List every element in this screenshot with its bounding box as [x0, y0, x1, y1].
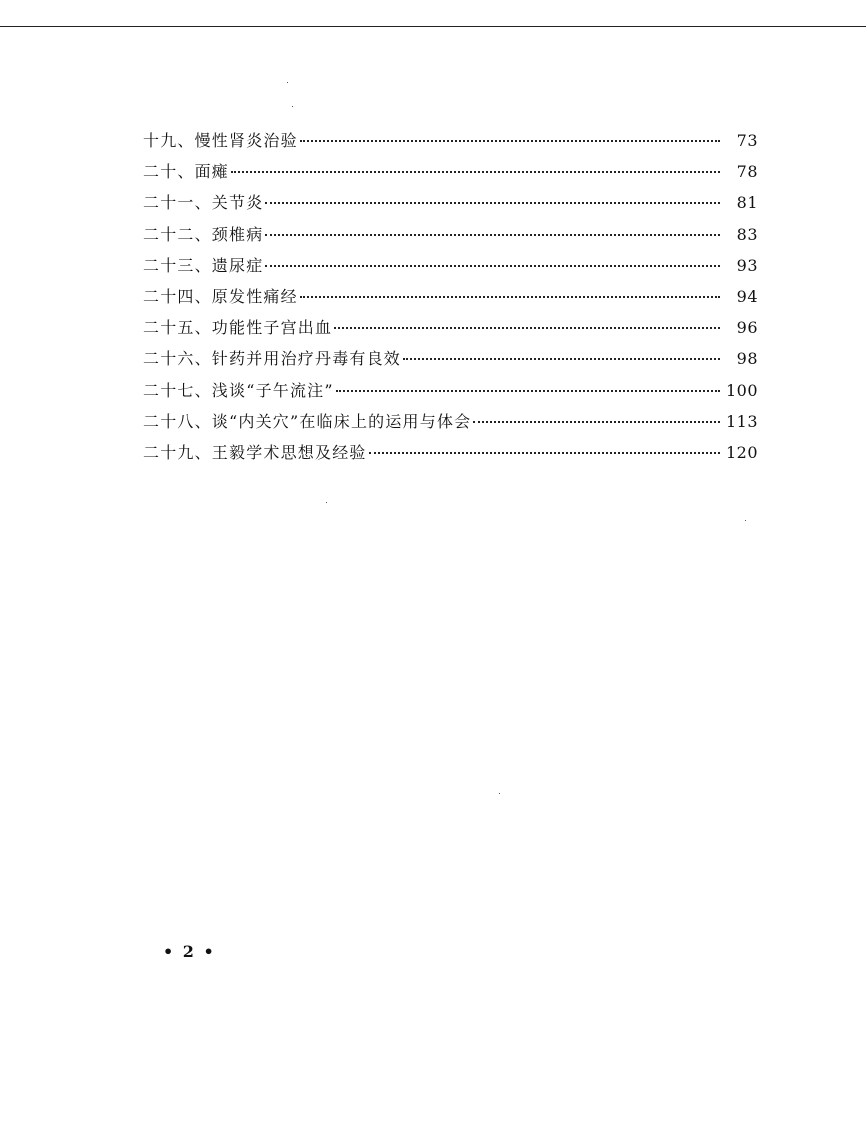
- toc-leader-dots: [231, 170, 720, 173]
- toc-entry-title: 二十九、王毅学术思想及经验: [143, 442, 367, 462]
- scan-speck: [292, 106, 293, 107]
- toc-entry-title: 二十七、浅谈“子午流注”: [143, 380, 334, 400]
- toc-entry: [143, 346, 758, 377]
- toc-entry-page: 93: [736, 255, 758, 275]
- toc-entry: [143, 409, 758, 440]
- toc-entry: [143, 315, 758, 346]
- scan-speck: [745, 520, 746, 521]
- toc-leader-dots: [265, 264, 720, 267]
- toc-entry-title: 二十四、原发性痛经: [143, 286, 298, 306]
- scan-speck: [499, 793, 500, 794]
- toc-entry-title: 十九、慢性肾炎治验: [143, 131, 298, 150]
- toc-leader-dots: [403, 357, 720, 360]
- toc-entry-page: 96: [736, 318, 758, 338]
- toc-entry: [143, 378, 758, 409]
- toc-entry: [143, 440, 758, 471]
- toc-entry: [143, 190, 758, 221]
- toc-entry: [143, 159, 758, 190]
- toc-entry: [143, 253, 758, 284]
- toc-entry-page: 81: [736, 193, 758, 213]
- table-of-contents: [143, 128, 758, 471]
- top-rule: [0, 26, 866, 27]
- toc-entry-page: 113: [725, 411, 758, 431]
- toc-entry: [143, 222, 758, 253]
- toc-entry-title: 二十八、谈“内关穴”在临床上的运用与体会: [143, 411, 472, 431]
- toc-entry: [143, 284, 758, 315]
- toc-entry: [143, 128, 758, 159]
- toc-entry-title: 二十三、遗尿症: [143, 255, 264, 275]
- toc-leader-dots: [369, 451, 720, 454]
- toc-leader-dots: [473, 420, 720, 423]
- toc-entry-title: 二十六、针药并用治疗丹毒有良效: [143, 349, 402, 369]
- toc-entry-title: 二十一、关节炎: [143, 193, 264, 213]
- toc-entry-page: 94: [736, 286, 758, 306]
- toc-leader-dots: [300, 139, 720, 142]
- toc-entry-page: 98: [736, 349, 758, 369]
- toc-entry-page: 100: [725, 380, 758, 400]
- scan-speck: [326, 502, 327, 503]
- toc-entry-page: 73: [736, 131, 758, 150]
- toc-entry-page: 83: [736, 224, 758, 244]
- toc-entry-page: 120: [725, 442, 758, 462]
- scan-speck: [287, 82, 288, 83]
- page-number: • 2 •: [163, 942, 216, 961]
- toc-leader-dots: [300, 295, 720, 298]
- toc-entry-title: 二十、面瘫: [143, 162, 230, 182]
- toc-leader-dots: [265, 201, 720, 204]
- toc-leader-dots: [265, 233, 720, 236]
- toc-leader-dots: [336, 389, 720, 392]
- toc-entry-page: 78: [736, 162, 758, 182]
- toc-entry-title: 二十二、颈椎病: [143, 224, 264, 244]
- toc-leader-dots: [334, 326, 720, 329]
- toc-entry-title: 二十五、功能性子宫出血: [143, 318, 333, 338]
